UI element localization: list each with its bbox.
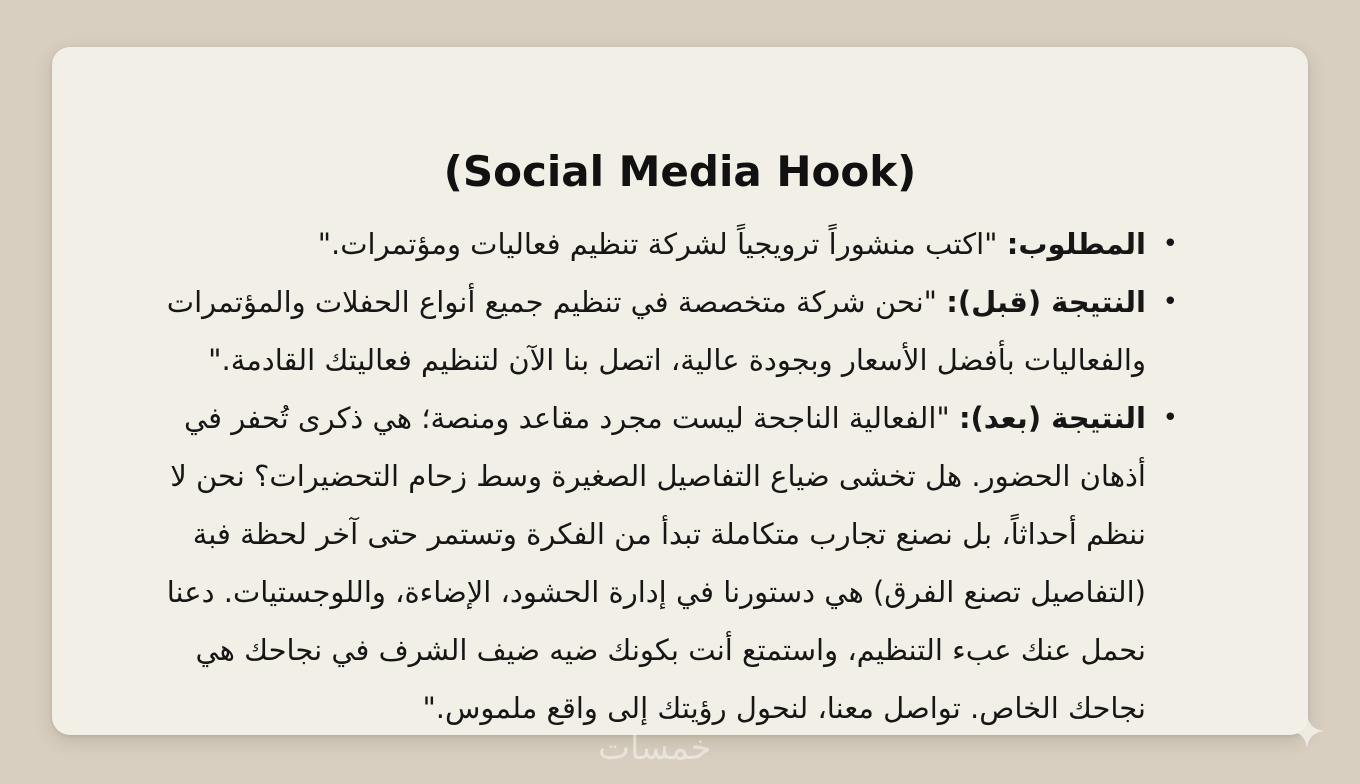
item-text: "اكتب منشوراً ترويجياً لشركة تنظيم فعاليات ومؤتمرات." bbox=[317, 227, 1007, 261]
list-item-result-after bbox=[124, 389, 1178, 737]
bullet-list bbox=[124, 215, 1178, 737]
item-label: النتيجة (بعد): bbox=[958, 401, 1146, 435]
content-card bbox=[52, 47, 1308, 735]
sparkle-icon bbox=[1288, 712, 1326, 750]
item-text: "نحن شركة متخصصة في تنظيم جميع أنواع الحفلات والمؤتمرات والفعاليات بأفضل الأسعار وبجودة عالية، اتصل بنا الآن لتنظيم فعاليتك القادمة." bbox=[166, 285, 1146, 377]
bullet-icon: • bbox=[1162, 287, 1178, 317]
list-item-result-before bbox=[124, 273, 1178, 389]
item-label: المطلوب: bbox=[1006, 227, 1146, 261]
bullet-icon: • bbox=[1162, 229, 1178, 259]
item-text: "الفعالية الناجحة ليست مجرد مقاعد ومنصة؛ هي ذكرى تُحفر في أذهان الحضور. هل تخشى ضياع التفاصيل الصغيرة وسط زحام التحضيرات؟ نحن لا ننظم أحداثاً، بل نصنع تجارب متكاملة تبدأ من الفكرة وتستمر حتى آخر لحظة فبة (التفاصيل تصنع الفرق) هي دستورنا في إدارة الحشود، الإضاءة، واللوجستيات. دعنا نحمل عنك عبء التنظيم، واستمتع أنت بكونك ضيه ضيف الشرف في نجاحك هي نجاحك الخاص. تواصل معنا، لنحول رؤيتك إلى واقع ملموس." bbox=[166, 401, 1146, 725]
bullet-icon: • bbox=[1162, 403, 1178, 433]
page-title: (Social Media Hook) bbox=[443, 147, 917, 196]
item-label: النتيجة (قبل): bbox=[946, 285, 1146, 319]
watermark-logo: خمسات bbox=[598, 728, 712, 768]
list-item-request bbox=[124, 215, 1178, 273]
